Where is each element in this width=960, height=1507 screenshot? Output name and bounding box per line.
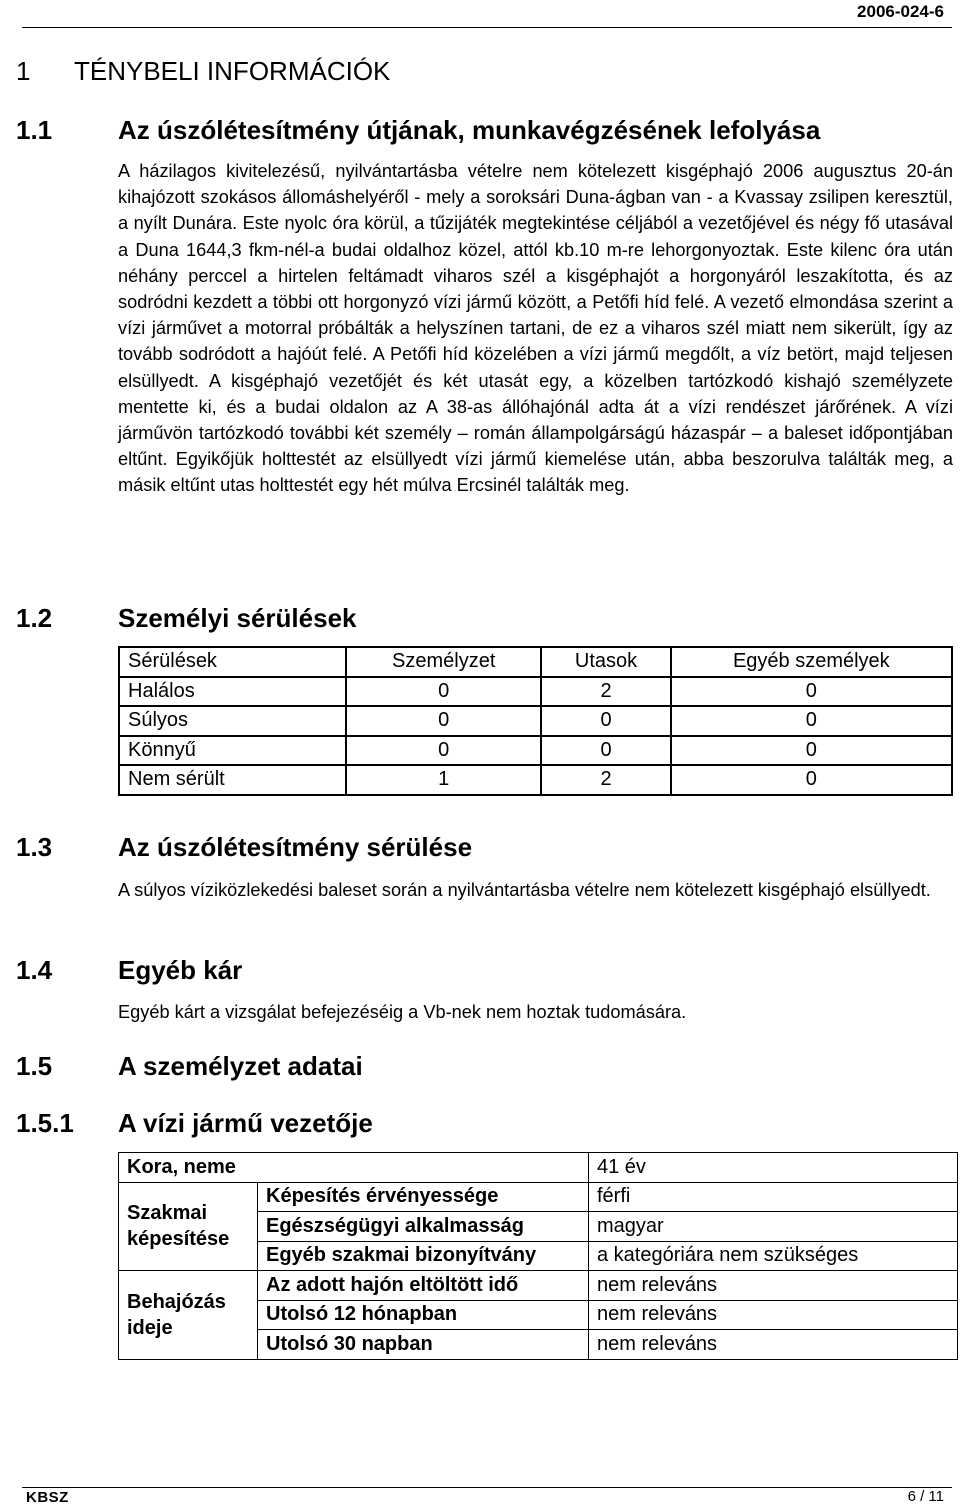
- table-row: [119, 1153, 958, 1183]
- row-label: Egészségügyi alkalmasság: [258, 1212, 589, 1242]
- section-1-4-heading: [16, 955, 242, 986]
- header-divider: [22, 27, 952, 28]
- table-cell: 0: [671, 677, 952, 707]
- header-cell: Személyzet: [346, 647, 541, 677]
- document-id: 2006-024-6: [857, 2, 944, 21]
- table-cell: 0: [671, 765, 952, 795]
- section-title: Az úszólétesítmény útjának, munkavégzésének lefolyása: [118, 115, 821, 145]
- table-row: [119, 1182, 958, 1212]
- row-label: Az adott hajón eltöltött idő: [258, 1271, 589, 1301]
- section-number: 1.2: [16, 603, 53, 633]
- table-row: [119, 765, 952, 795]
- section-1-5-heading: [16, 1051, 363, 1082]
- section-title: Egyéb kár: [118, 955, 243, 985]
- table-cell: 0: [541, 736, 670, 766]
- row-value: a kategóriára nem szükséges: [589, 1241, 958, 1271]
- row-label: Súlyos: [119, 706, 346, 736]
- row-value: férfi: [589, 1182, 958, 1212]
- table-row: [119, 736, 952, 766]
- section-title: A személyzet adatai: [118, 1051, 363, 1081]
- row-label: Egyéb szakmai bizonyítvány: [258, 1241, 589, 1271]
- age-value: 41 év: [589, 1153, 958, 1183]
- section-1-1-heading: [16, 115, 820, 146]
- section-number: 1.5.1: [16, 1108, 74, 1138]
- age-gender-label: Kora, neme: [119, 1153, 589, 1183]
- row-value: nem releváns: [589, 1300, 958, 1330]
- table-cell: 0: [671, 736, 952, 766]
- table-cell: 1: [346, 765, 541, 795]
- navigation-time-group-label: Behajózás ideje: [119, 1271, 258, 1360]
- table-cell: 0: [346, 677, 541, 707]
- row-label: Utolsó 12 hónapban: [258, 1300, 589, 1330]
- header-cell: Sérülések: [119, 647, 346, 677]
- row-value: nem releváns: [589, 1330, 958, 1360]
- section-1-4-text: Egyéb kárt a vizsgálat befejezéséig a Vb-nek nem hoztak tudomására.: [118, 1002, 687, 1022]
- section-number: 1.1: [16, 115, 53, 145]
- section-1-3-heading: [16, 832, 472, 863]
- section-number: 1: [16, 56, 31, 86]
- table-cell: 0: [346, 706, 541, 736]
- row-label: Könnyű: [119, 736, 346, 766]
- crew-data-table: [118, 1152, 958, 1360]
- page-number: 6 / 11: [907, 1488, 944, 1505]
- table-cell: 2: [541, 677, 670, 707]
- injuries-table: [118, 646, 953, 796]
- section-title: Az úszólétesítmény sérülése: [118, 832, 473, 862]
- table-row: [119, 1271, 958, 1301]
- section-title: TÉNYBELI INFORMÁCIÓK: [74, 56, 391, 86]
- section-number: 1.4: [16, 955, 53, 985]
- row-label: Utolsó 30 napban: [258, 1330, 589, 1360]
- section-title: Személyi sérülések: [118, 603, 357, 633]
- row-value: magyar: [589, 1212, 958, 1242]
- section-1-heading: [16, 56, 390, 87]
- section-1-2-heading: [16, 603, 357, 634]
- table-row: [119, 677, 952, 707]
- section-number: 1.3: [16, 832, 53, 862]
- footer-divider: [22, 1487, 952, 1488]
- qualification-group-label: Szakmai képesítése: [119, 1182, 258, 1271]
- table-cell: 0: [671, 706, 952, 736]
- section-1-3-text: A súlyos víziközlekedési baleset során a nyilvántartásba vételre nem kötelezett kisgéphajó elsüllyedt.: [118, 880, 931, 900]
- row-value: nem releváns: [589, 1271, 958, 1301]
- table-header-row: [119, 647, 952, 677]
- row-label: Képesítés érvényessége: [258, 1182, 589, 1212]
- row-label: Nem sérült: [119, 765, 346, 795]
- kbsz-logo: KBSZ: [26, 1489, 69, 1506]
- table-cell: 0: [346, 736, 541, 766]
- row-label: Halálos: [119, 677, 346, 707]
- section-1-1-text: A házilagos kivitelezésű, nyilvántartásba vételre nem kötelezett kisgéphajó 2006 augusztus 20-án kihajózott szokásos állomáshelyéről - mely a soroksári Duna-ágban van - a Kvassay zsilipen keresztül, a nyílt Dunára. Este nyolc óra körül, a tűzijáték megtekintése céljából a vezetőjével és négy fő utasával a Duna 1644,3 fkm-nél-a budai oldalhoz közel, attól kb.10 m-re lehorgonyoztak. Este kilenc óra után néhány perccel a hirtelen feltámadt viharos szél a kisgéphajót a horgonyáról leszakította, és az sodródni kezdett a többi ott horgonyzó vízi jármű között, a Petőfi híd felé. A vezető elmondása szerint a vízi járművet a motorral próbálták a helyszínen tartani, de ez a viharos szél miatt nem sikerült, így az tovább sodródott a hajóút felé. A Petőfi híd közelében a vízi jármű megdőlt, a víz betört, majd teljesen elsüllyedt. A kisgéphajó vezetőjét és két utasát egy, a közelben tartózkodó kishajó személyzete mentette ki, és a budai oldalon az A 38-as állóhajónál adta át a vízi rendészet járőrének. A vízi járművön tartózkodó további két személy – román állampolgárságú házaspár – a baleset időpontjában eltűnt. Egyikőjük holttestét az elsüllyedt vízi jármű kiemelése után, abba beszorulva találták meg, a másik eltűnt utas holttestét egy hét múlva Ercsinél találták meg.: [118, 161, 953, 496]
- section-title: A vízi jármű vezetője: [118, 1108, 373, 1138]
- header-cell: Utasok: [541, 647, 670, 677]
- header-cell: Egyéb személyek: [671, 647, 952, 677]
- table-cell: 2: [541, 765, 670, 795]
- section-number: 1.5: [16, 1051, 53, 1081]
- section-1-5-1-heading: [16, 1108, 373, 1139]
- table-cell: 0: [541, 706, 670, 736]
- table-row: [119, 706, 952, 736]
